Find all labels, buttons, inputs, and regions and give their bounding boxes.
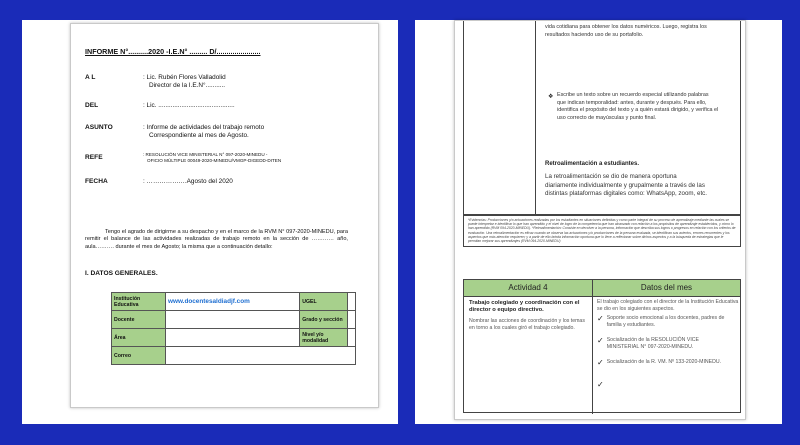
inst-label: Institución Educativa	[112, 293, 166, 311]
row-value-refe-2: OFICIO MÚLTIPLE 00049-2020-MINEDU/VMGP-DIGEDD-DITEN	[147, 158, 282, 163]
activities-document	[454, 20, 746, 420]
checkmark-icon: ✓	[597, 358, 604, 367]
row-value-fecha: : ……………….Agosto del 2020	[143, 178, 233, 185]
evidence-note: *Evidencias: Producciones y/o actuaciones realizadas por los estudiantes en situaciones definidas y como parte integral de su proceso de aprendizaje mediante las cuales se puede interpretar e identificar lo que han aprendido y el nivel de logro de la competencia que han alcanzado con relación a los propósitos de aprendizaje establecidos, y cómo lo han aprendido (RVM 094-2020-MINEDU). *Retroalimentación: Consiste en devolver a la persona, información que describa sus logros o progresos en relación con los criterios de evaluación. Una retroalimentación es eficaz cuando se observa las actuaciones y/o producciones de la persona evaluada, se identifican sus aciertos, errores recurrentes y los aspectos que más atención requieren; y a partir de ello brinda información oportuna que lo lleve a reflexionar sobre dichos aspectos y a la búsqueda de estrategias que le permitan mejorar sus aprendizajes (RVM 094-2020-MINEDU)	[463, 215, 741, 247]
docente-value	[166, 311, 300, 329]
row-label-al: A L	[85, 74, 96, 81]
row-value-del: : Lic. ...........................................	[143, 102, 235, 109]
nivel-label: Nivel y/o modalidad	[300, 329, 348, 347]
row-label-refe: REFE	[85, 154, 103, 161]
grado-value	[348, 311, 356, 329]
list-item: ✓ Socialización de la RESOLUCIÓN VICE MINISTERIAL N° 097-2020-MINEDU.	[597, 336, 699, 350]
row-label-del: DEL	[85, 102, 99, 109]
act-header-left: Actividad 4	[464, 280, 592, 296]
informe-title: INFORME N°..........2020 -I.E.N° ......... D/......................	[85, 47, 261, 56]
act-intro: El trabajo colegiado con el director de la Institución Educativa se dio en los siguientes aspectos.	[597, 299, 739, 312]
row-label-fecha: FECHA	[85, 178, 108, 185]
bullet-text: Escribe un texto sobre un recuerdo especial utilizando palabras que indican temporalidad: antes, durante y después. Para ello, identifica el propósito del texto y a quién estará dirigido, y verifica el uso correcto de mayúsculas y punto final.	[557, 92, 719, 121]
correo-value	[166, 347, 356, 365]
correo-label: Correo	[112, 347, 166, 365]
list-item: ✓ Socialización de la R. VM. Nº 133-2020-MINEDU.	[597, 358, 722, 367]
checkmark-icon: ✓	[597, 336, 604, 345]
section-title-datos-generales: I. DATOS GENERALES.	[85, 270, 158, 277]
left-panel	[22, 20, 398, 424]
row-value-asunto-2: Correspondiente al mes de Agosto.	[149, 132, 249, 139]
row-value-asunto: : Informe de actividades del trabajo remoto	[143, 124, 265, 131]
row-value-al: : Lic. Rubén Flores Valladolid	[143, 74, 226, 81]
area-label: Área	[112, 329, 166, 347]
right-panel	[415, 20, 782, 424]
act-description: Nombrar las acciones de coordinación y los temas en torno a los cuales giró el trabajo colegiado.	[469, 318, 585, 331]
list-item: ✓ Soporte socio emocional a los docentes, padres de familia y estudiantes.	[597, 314, 725, 328]
table-row	[112, 329, 356, 347]
row-value-director: Director de la I.E.N°...........	[149, 82, 226, 89]
inst-value	[166, 293, 300, 311]
table-row	[112, 293, 356, 311]
informe-document	[70, 23, 379, 408]
retro-text: La retroalimentación se dio de manera oportuna diariamente individualmente y grupalmente a través de las distintas plataformas digitales como: WhatsApp, zoom, etc.	[545, 173, 707, 198]
intro-paragraph: Tengo el agrado de dirigirme a su despacho y en el marco de la RVM N° 097-2020-MINEDU, para remitir el balance de las actividades realizadas de trabajo remoto en la sección de ………… año, aula………. durante el mes de Agosto; la misma que a continuación detallo:	[85, 229, 348, 250]
list-item	[597, 381, 739, 390]
row-label-asunto: ASUNTO	[85, 124, 113, 131]
actividad-4-table	[463, 279, 741, 413]
ugel-label: UGEL	[300, 293, 348, 311]
docente-label: Docente	[112, 311, 166, 329]
column-divider	[535, 21, 536, 215]
top-text: vida cotidiana para obtener los datos numéricos. Luego, registra los resultados haciendo uso de su portafolio.	[545, 24, 707, 38]
act-header-line	[464, 296, 740, 297]
grado-label: Grado y sección	[300, 311, 348, 329]
act-column-divider	[592, 280, 593, 414]
table-row	[112, 347, 356, 365]
row-value-refe: : RESOLUCIÓN VICE MINISTERIAL N° 097-2020-MINEDU -	[143, 152, 268, 157]
checkmark-icon: ✓	[597, 314, 604, 323]
area-value	[166, 329, 300, 347]
act-header-right: Datos del mes	[593, 280, 740, 296]
nivel-value	[348, 329, 356, 347]
checkmark-icon: ✓	[597, 380, 604, 389]
act-title: Trabajo colegiado y coordinación con el director o equipo directivo.	[469, 300, 580, 313]
table-row	[112, 311, 356, 329]
retro-title: Retroalimentación a estudiantes.	[545, 161, 640, 167]
datos-generales-table	[111, 292, 356, 365]
website-watermark: www.docentesaldiadjf.com	[168, 298, 250, 305]
diamond-bullet-icon: ❖	[548, 94, 554, 100]
ugel-value	[348, 293, 356, 311]
